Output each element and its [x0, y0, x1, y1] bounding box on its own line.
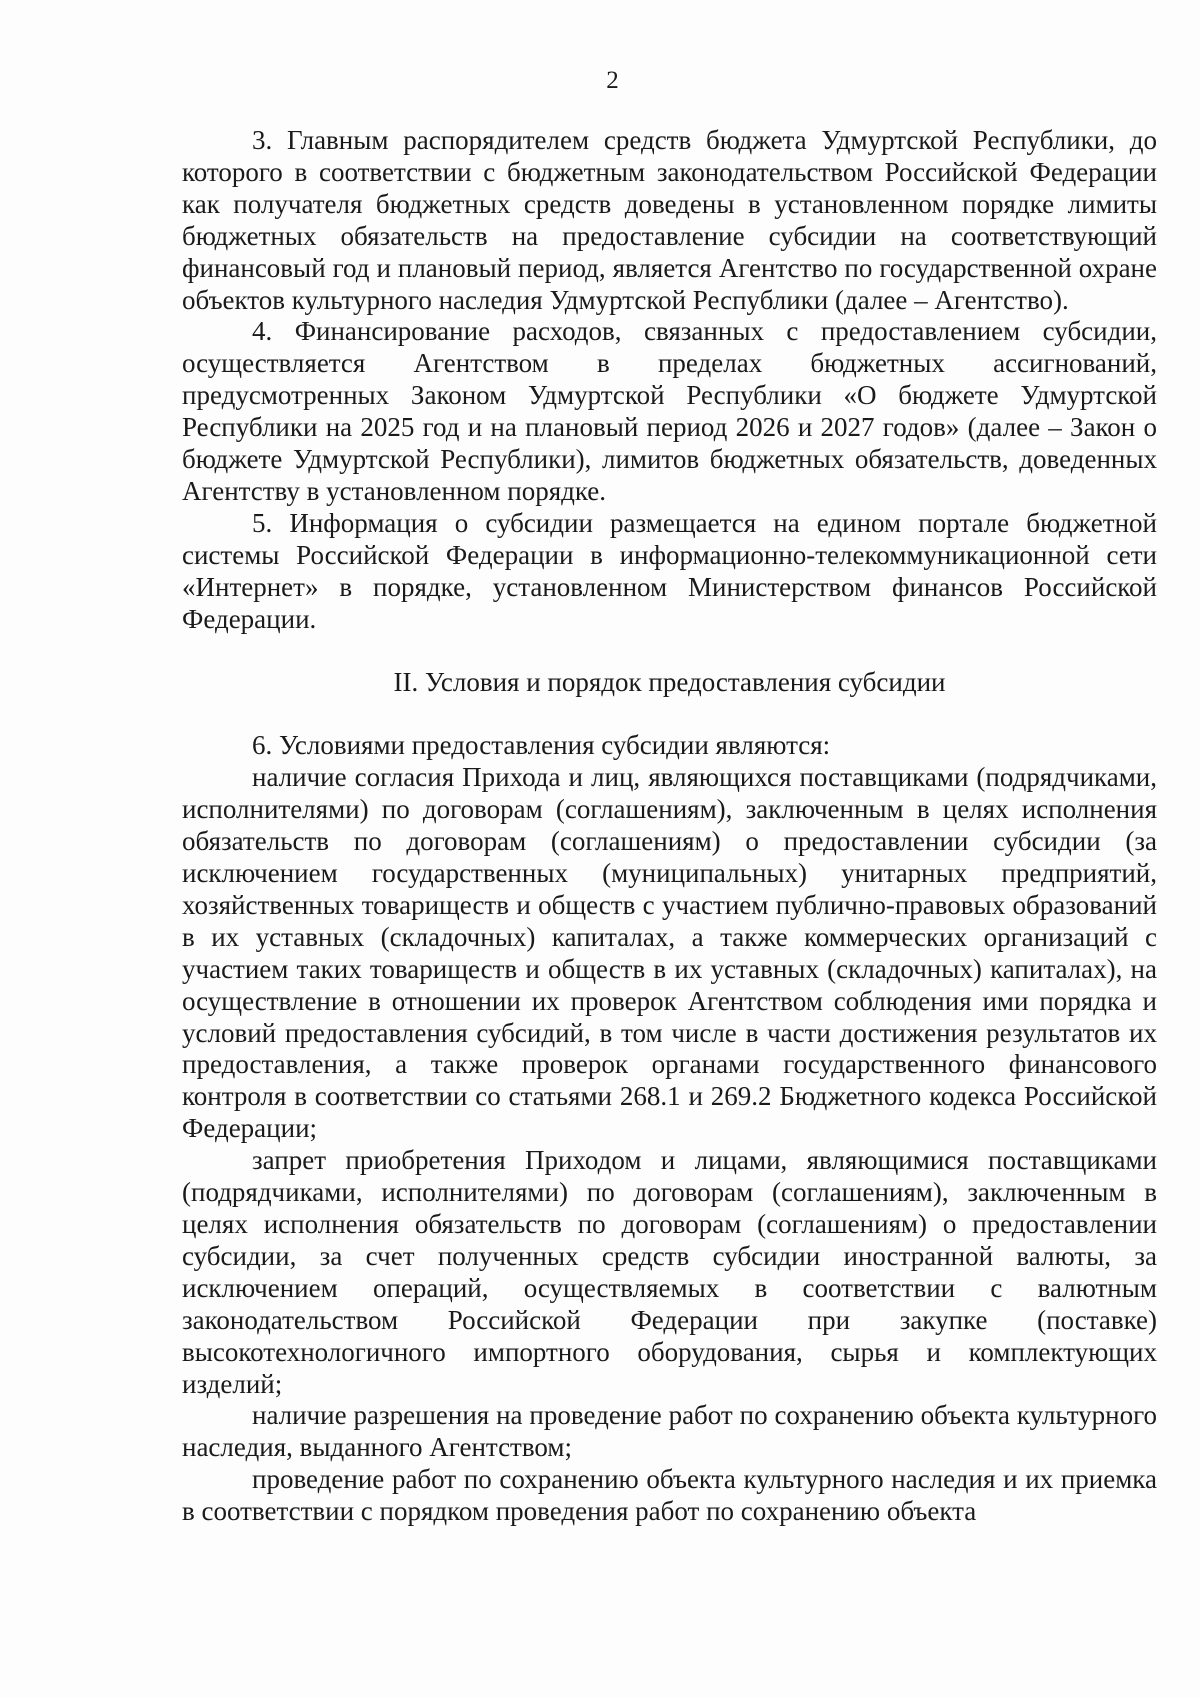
- page-number: 2: [606, 67, 619, 94]
- condition-currency-ban: запрет приобретения Приходом и лицами, являющимися поставщиками (подрядчиками, исполнителями) по договорам (соглашениям), заключенным в целях исполнения обязательств по договорам (соглашениям) о предоставлении субсидии, за счет полученных средств субсидии иностранной валюты, за исключением операций, осуществляемых в соответствии с валютным законодательством Российской Федерации при закупке (поставке) высокотехнологичного импортного оборудования, сырья и комплектующих изделий;: [182, 1145, 1157, 1399]
- paragraph-6: 6. Условиями предоставления субсидии являются:: [252, 730, 831, 761]
- section-heading: II. Условия и порядок предоставления субсидии: [393, 666, 946, 697]
- paragraph-3: 3. Главным распорядителем средств бюджета Удмуртской Республики, до которого в соответствии с бюджетным законодательством Российской Федерации как получателя бюджетных средств доведены в установленном порядке лимиты бюджетных обязательств на предоставление субсидии на соответствующий финансовый год и плановый период, является Агентство по государственной охране объектов культурного наследия Удмуртской Республики (далее – Агентство).: [182, 125, 1157, 315]
- paragraph-4: 4. Финансирование расходов, связанных с предоставлением субсидии, осуществляется Агентством в пределах бюджетных ассигнований, предусмотренных Законом Удмуртской Республики «О бюджете Удмуртской Республики на 2025 год и на плановый период 2026 и 2027 годов» (далее – Закон о бюджете Удмуртской Республики), лимитов бюджетных обязательств, доведенных Агентству в установленном порядке.: [182, 316, 1157, 506]
- condition-works-acceptance: проведение работ по сохранению объекта культурного наследия и их приемка в соответствии с порядком проведения работ по сохранению объекта: [182, 1464, 1157, 1527]
- condition-consent: наличие согласия Прихода и лиц, являющихся поставщиками (подрядчиками, исполнителями) по договорам (соглашениям), заключенным в целях исполнения обязательств по договорам (соглашениям) о предоставлении субсидии (за исключением государственных (муниципальных) унитарных предприятий, хозяйственных товариществ и обществ с участием публично-правовых образований в их уставных (складочных) капиталах, а также коммерческих организаций с участием таких товариществ и обществ в их уставных (складочных) капиталах), на осуществление в отношении их проверок Агентством соблюдения ими порядка и условий предоставления субсидий, в том числе в части достижения результатов их предоставления, а также проверок органами государственного финансового контроля в соответствии со статьями 268.1 и 269.2 Бюджетного кодекса Российской Федерации;: [182, 762, 1157, 1144]
- document-body: [182, 125, 1157, 1528]
- paragraph-5: 5. Информация о субсидии размещается на едином портале бюджетной системы Российской Федерации в информационно-телекоммуникационной сети «Интернет» в порядке, установленном Министерством финансов Российской Федерации.: [182, 507, 1157, 634]
- condition-permit: наличие разрешения на проведение работ по сохранению объекта культурного наследия, выданного Агентством;: [182, 1400, 1157, 1463]
